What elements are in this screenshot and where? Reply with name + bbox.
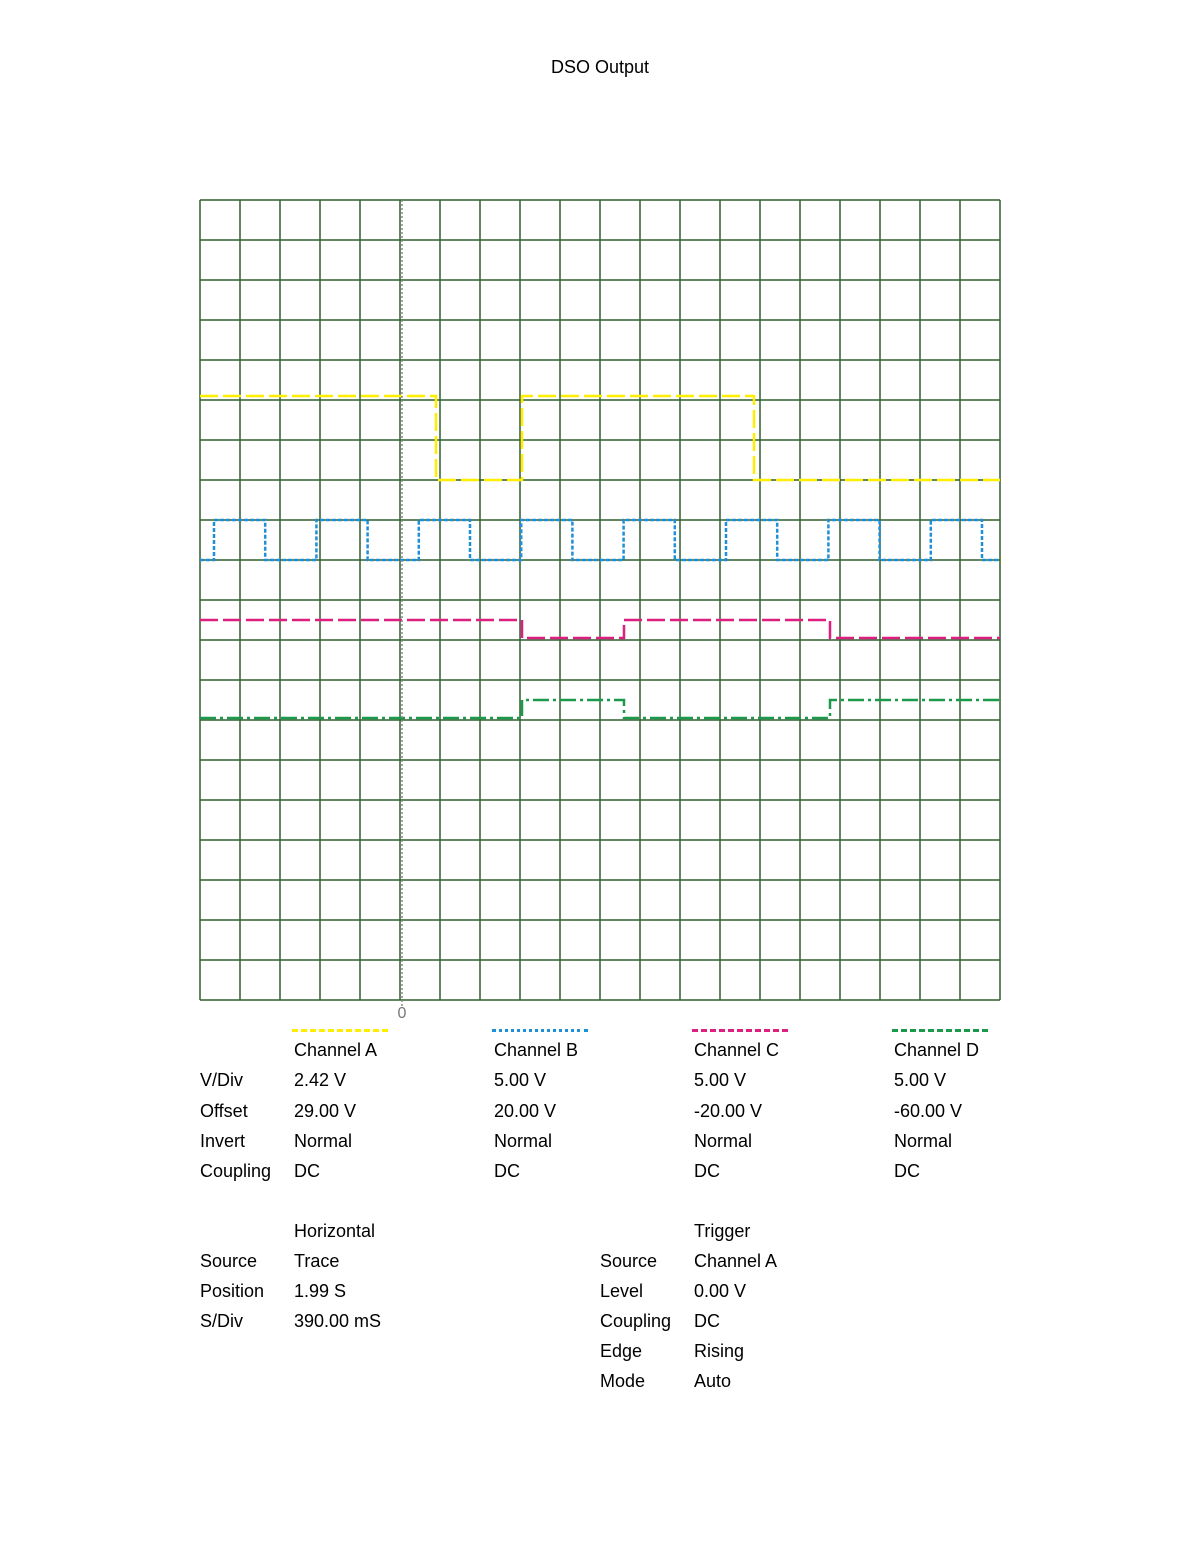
- coupling-label: Coupling: [200, 1161, 272, 1181]
- channel-c-coupling: DC: [694, 1161, 720, 1181]
- page-title: DSO Output: [550, 57, 650, 77]
- channel-c-offset: -20.00 V: [694, 1101, 763, 1121]
- trigger-position-label: 0: [397, 1005, 407, 1022]
- vdiv-label: V/Div: [200, 1070, 244, 1090]
- channel-d-offset: -60.00 V: [894, 1101, 963, 1121]
- horizontal-sdiv-value: 390.00 mS: [294, 1311, 382, 1331]
- horizontal-source-value: Trace: [294, 1251, 340, 1271]
- channel-c-name: Channel C: [694, 1040, 780, 1060]
- horizontal-position-value: 1.99 S: [294, 1281, 347, 1301]
- channel-a-swatch: [292, 1029, 388, 1032]
- channel-b-invert: Normal: [494, 1131, 553, 1151]
- channel-a-invert: Normal: [294, 1131, 353, 1151]
- horizontal-heading: Horizontal: [294, 1221, 376, 1241]
- channel-b-swatch: [492, 1029, 588, 1032]
- channel-d-name: Channel D: [894, 1040, 980, 1060]
- trigger-coupling-label: Coupling: [600, 1311, 672, 1331]
- trigger-heading: Trigger: [694, 1221, 751, 1241]
- trigger-coupling-value: DC: [694, 1311, 720, 1331]
- trigger-edge-label: Edge: [600, 1341, 643, 1361]
- scope-grid: [200, 200, 1000, 1000]
- channel-d-vdiv: 5.00 V: [894, 1070, 947, 1090]
- channel-a-vdiv: 2.42 V: [294, 1070, 347, 1090]
- horizontal-source-label: Source: [200, 1251, 258, 1271]
- channel-c-vdiv: 5.00 V: [694, 1070, 747, 1090]
- channel-b-coupling: DC: [494, 1161, 520, 1181]
- horizontal-position-label: Position: [200, 1281, 265, 1301]
- offset-label: Offset: [200, 1101, 248, 1121]
- channel-c-swatch: [692, 1029, 788, 1032]
- channel-b-vdiv: 5.00 V: [494, 1070, 547, 1090]
- channel-d-invert: Normal: [894, 1131, 953, 1151]
- trigger-level-label: Level: [600, 1281, 644, 1301]
- channel-c-invert: Normal: [694, 1131, 753, 1151]
- channel-a-offset: 29.00 V: [294, 1101, 357, 1121]
- trigger-mode-value: Auto: [694, 1371, 732, 1391]
- trigger-edge-value: Rising: [694, 1341, 745, 1361]
- invert-label: Invert: [200, 1131, 246, 1151]
- channel-d-coupling: DC: [894, 1161, 920, 1181]
- trigger-mode-label: Mode: [600, 1371, 646, 1391]
- channel-b-name: Channel B: [494, 1040, 579, 1060]
- trigger-source-value: Channel A: [694, 1251, 778, 1271]
- channel-b-offset: 20.00 V: [494, 1101, 557, 1121]
- channel-d-swatch: [892, 1029, 988, 1032]
- channel-a-name: Channel A: [294, 1040, 378, 1060]
- trigger-level-value: 0.00 V: [694, 1281, 747, 1301]
- horizontal-sdiv-label: S/Div: [200, 1311, 244, 1331]
- trigger-source-label: Source: [600, 1251, 658, 1271]
- channel-a-coupling: DC: [294, 1161, 320, 1181]
